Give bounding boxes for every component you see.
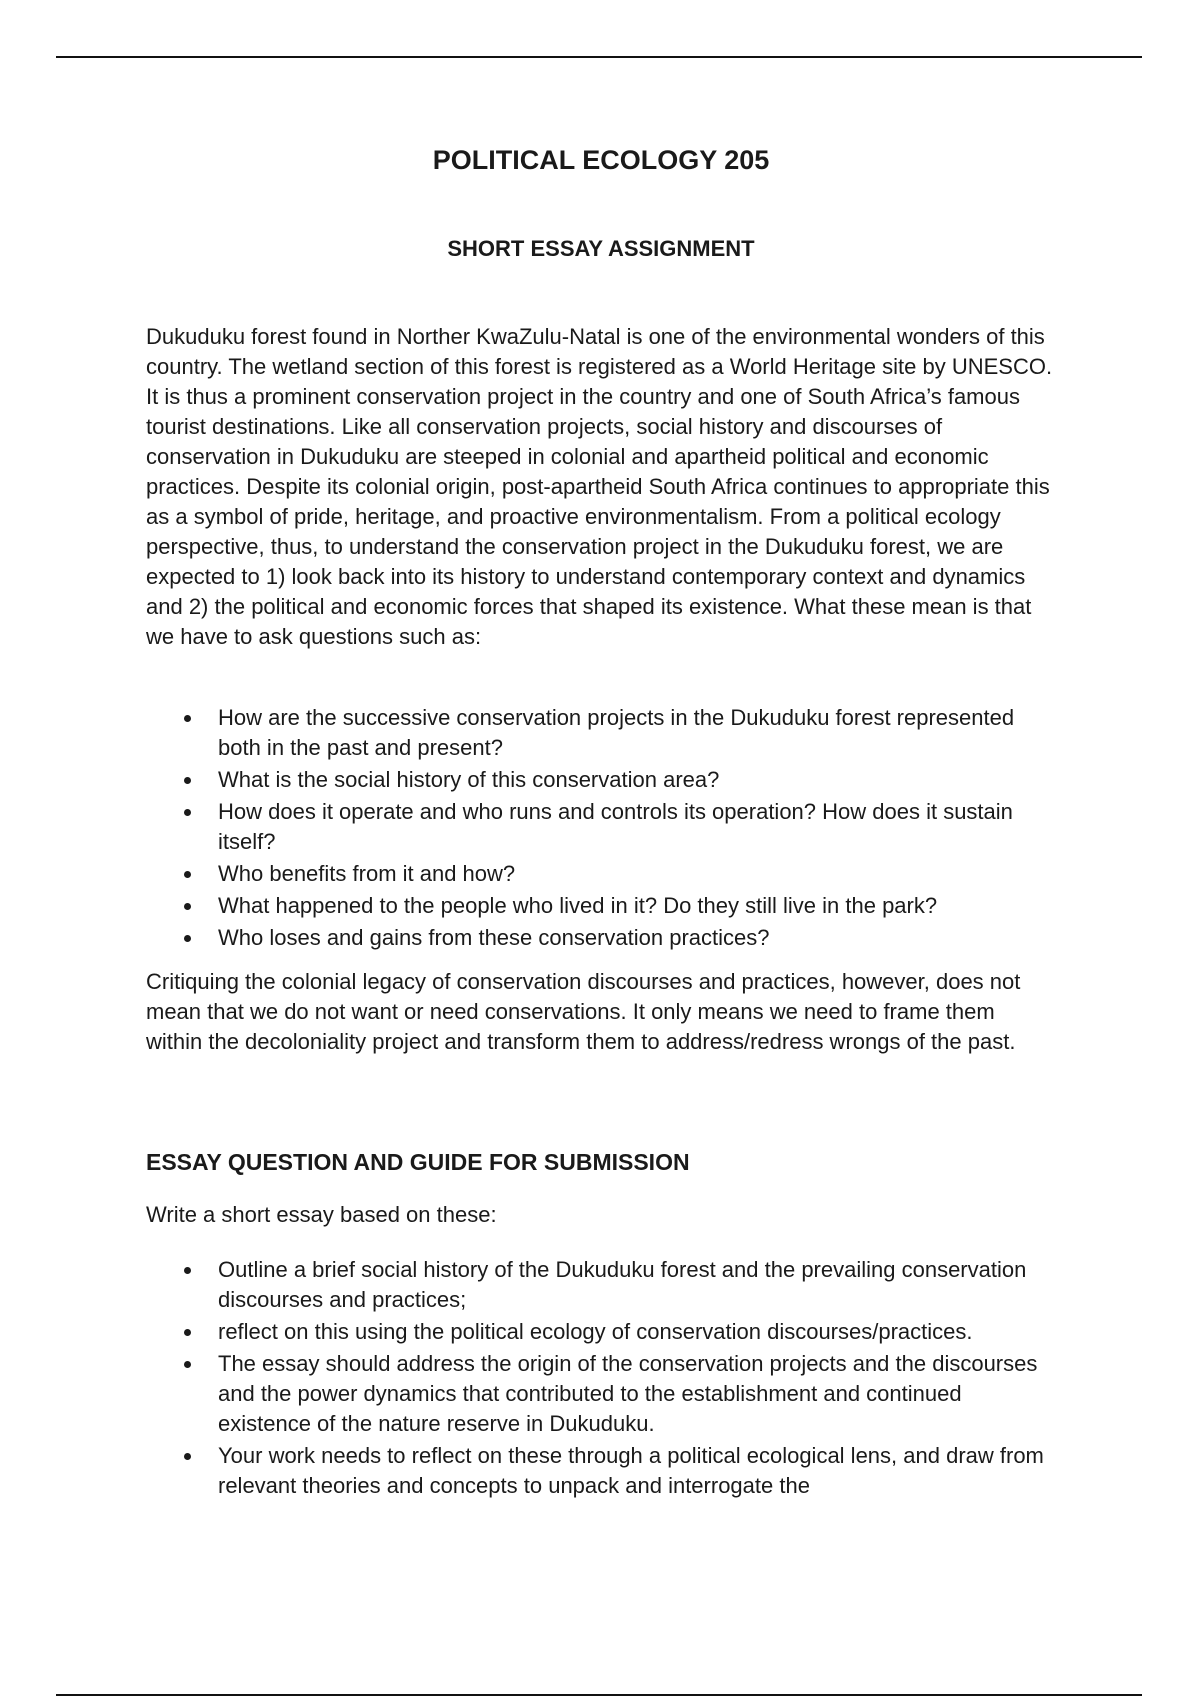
list-item: [146, 765, 1056, 795]
list-item-text: How are the successive conservation projects in the Dukuduku forest represented both in the past and present?: [218, 705, 1015, 760]
top-rule: [56, 56, 1142, 58]
bullet-icon: [184, 1329, 191, 1336]
section-heading: ESSAY QUESTION AND GUIDE FOR SUBMISSION: [146, 1149, 690, 1175]
bullet-icon: [184, 1361, 191, 1368]
list-item: [146, 703, 1056, 763]
bullet-icon: [184, 935, 191, 942]
list-item: [146, 859, 1056, 889]
write-prompt: Write a short essay based on these:: [146, 1202, 497, 1227]
list-item: [146, 891, 1056, 921]
list-item-text: Your work needs to reflect on these through a political ecological lens, and draw from relevant theories and concepts to unpack and interrogate the: [218, 1443, 1044, 1498]
questions-list: [146, 703, 1056, 955]
list-item-text: What is the social history of this conservation area?: [218, 767, 720, 792]
critique-paragraph: Critiquing the colonial legacy of conservation discourses and practices, however, does not mean that we do not want or need conservations. It only means we need to frame them within the decoloniality project and transform them to address/redress wrongs of the past.: [146, 969, 1021, 1054]
list-item: [146, 1317, 1056, 1347]
bullet-icon: [184, 1267, 191, 1274]
bullet-icon: [184, 715, 191, 722]
bullet-icon: [184, 777, 191, 784]
list-item: [146, 797, 1056, 857]
list-item-text: reflect on this using the political ecology of conservation discourses/practices.: [218, 1319, 973, 1344]
list-item: [146, 923, 1056, 953]
document-subtitle: SHORT ESSAY ASSIGNMENT: [447, 236, 755, 261]
bottom-rule: [56, 1694, 1142, 1696]
list-item-text: Who benefits from it and how?: [218, 861, 516, 886]
guidelines-list: [146, 1255, 1056, 1503]
list-item: [146, 1255, 1056, 1315]
list-item: [146, 1349, 1056, 1439]
intro-paragraph: Dukuduku forest found in Norther KwaZulu-Natal is one of the environmental wonders of this country. The wetland section of this forest is registered as a World Heritage site by UNESCO. It is thus a prominent conservation project in the country and one of South Africa’s famous tourist destinations. Like all conservation projects, social history and discourses of conservation in Dukuduku are steeped in colonial and apartheid political and economic practices. Despite its colonial origin, post-apartheid South Africa continues to appropriate this as a symbol of pride, heritage, and proactive environmentalism. From a political ecology perspective, thus, to understand the conservation project in the Dukuduku forest, we are expected to 1) look back into its history to understand contemporary context and dynamics and 2) the political and economic forces that shaped its existence. What these mean is that we have to ask questions such as:: [146, 324, 1053, 649]
list-item-text: The essay should address the origin of the conservation projects and the discourses and the power dynamics that contributed to the establishment and continued existence of the nature reserve in Dukuduku.: [218, 1351, 1038, 1436]
list-item-text: Outline a brief social history of the Dukuduku forest and the prevailing conservation discourses and practices;: [218, 1257, 1027, 1312]
bullet-icon: [184, 871, 191, 878]
bullet-icon: [184, 809, 191, 816]
document-title: POLITICAL ECOLOGY 205: [432, 145, 770, 175]
list-item-text: What happened to the people who lived in it? Do they still live in the park?: [218, 893, 938, 918]
list-item-text: Who loses and gains from these conservation practices?: [218, 925, 770, 950]
list-item-text: How does it operate and who runs and controls its operation? How does it sustain itself?: [218, 799, 1013, 854]
bullet-icon: [184, 903, 191, 910]
bullet-icon: [184, 1453, 191, 1460]
list-item: [146, 1441, 1056, 1501]
